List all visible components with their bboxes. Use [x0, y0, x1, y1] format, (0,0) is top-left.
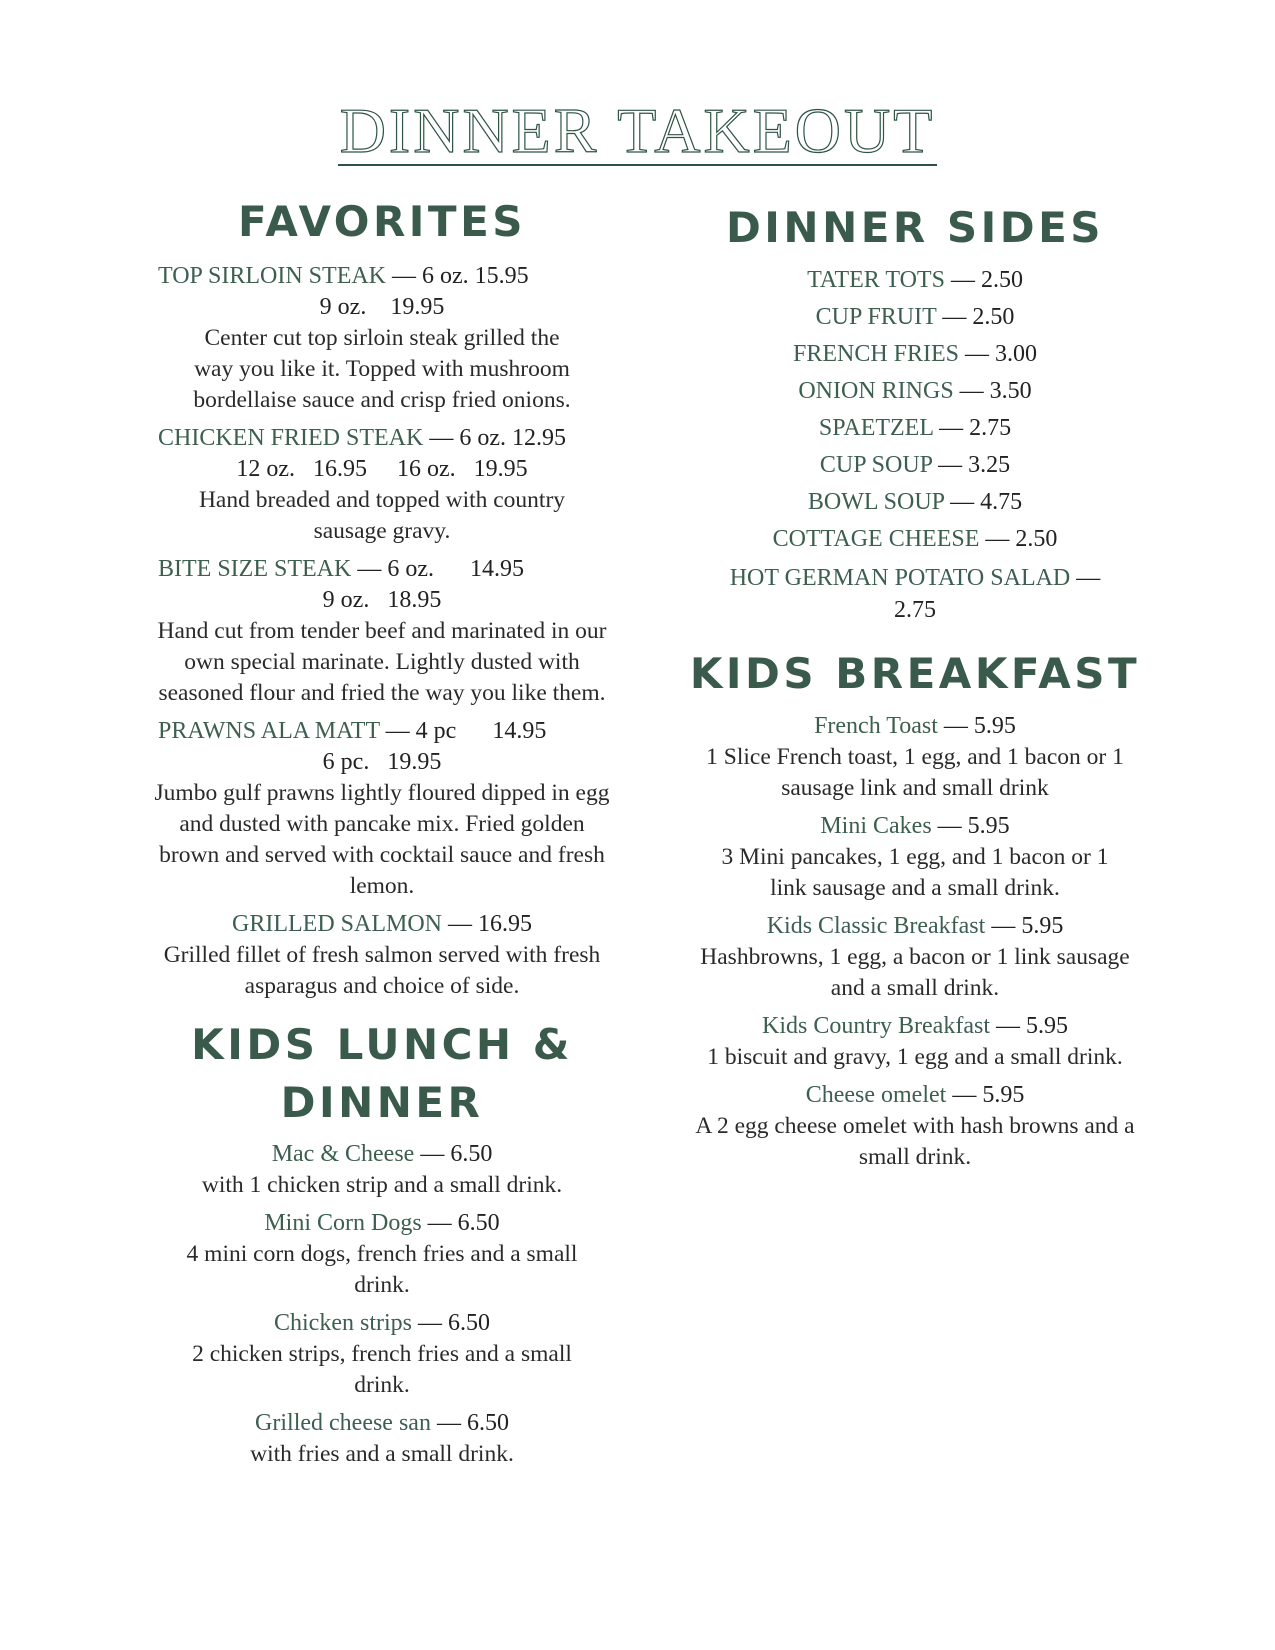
side-name: TATER TOTS [807, 267, 945, 293]
left-column [148, 192, 616, 1476]
menu-item [148, 1207, 616, 1301]
side-item [680, 484, 1150, 521]
menu-item [680, 910, 1150, 1004]
item-price: — 5.95 [952, 1082, 1025, 1108]
item-description: Center cut top sirloin steak grilled the way you like it. Topped with mushroom bordellaise sauce and crisp fried onions. [193, 325, 571, 413]
menu-title-wrapper [0, 95, 1275, 166]
menu-item [148, 422, 616, 547]
side-name: BOWL SOUP [807, 489, 945, 515]
item-price: — 6.50 [418, 1310, 490, 1336]
item-price: — 5.95 [937, 813, 1010, 839]
menu-item [148, 1138, 616, 1201]
item-price: — 5.95 [995, 1013, 1068, 1039]
item-description: Jumbo gulf prawns lightly floured dipped in egg and dusted with pancake mix. Fried golden brown and served with cocktail sauce and fresh lemon. [154, 780, 610, 899]
side-price: — 2.50 [950, 267, 1023, 293]
item-name: Grilled cheese san [255, 1410, 431, 1436]
item-name: Chicken strips [274, 1310, 412, 1336]
item-description: Hashbrowns, 1 egg, a bacon or 1 link sausage and a small drink. [700, 944, 1130, 1001]
kids-breakfast-heading: KIDS BREAKFAST [689, 649, 1141, 698]
side-item [680, 410, 1150, 447]
menu-item [680, 710, 1150, 804]
item-description: with fries and a small drink. [250, 1441, 514, 1467]
menu-item [148, 553, 616, 709]
side-name: FRENCH FRIES [792, 341, 960, 367]
side-name: CUP SOUP [819, 452, 933, 478]
side-item [680, 521, 1150, 558]
item-description: 3 Mini pancakes, 1 egg, and 1 bacon or 1 link sausage and a small drink. [721, 844, 1109, 901]
menu-item [148, 260, 616, 416]
item-price: — 6 oz. 14.95 [357, 556, 524, 582]
side-price: — 2.75 [939, 415, 1012, 441]
menu-item [680, 1079, 1150, 1173]
side-name: CUP FRUIT [815, 304, 937, 330]
side-price: — 2.50 [985, 526, 1058, 552]
item-price: — 6.50 [420, 1141, 493, 1167]
item-description: Hand cut from tender beef and marinated in our own special marinate. Lightly dusted with seasoned flour and fried the way you like them. [157, 618, 607, 706]
menu-item [148, 1407, 616, 1470]
menu-item [148, 908, 616, 1002]
side-name: SPAETZEL [818, 415, 934, 441]
side-item [680, 336, 1150, 373]
side-item [680, 558, 1150, 626]
side-price: — 4.75 [950, 489, 1023, 515]
menu-title: DINNER TAKEOUT [339, 95, 936, 166]
item-description: 1 Slice French toast, 1 egg, and 1 bacon or 1 sausage link and small drink [706, 744, 1124, 801]
side-price: — 3.25 [938, 452, 1011, 478]
right-column [680, 198, 1150, 1179]
favorites-heading: FAVORITES [237, 197, 527, 246]
item-name: Kids Classic Breakfast [766, 913, 986, 939]
side-price: — 3.50 [959, 378, 1032, 404]
item-name: Mac & Cheese [271, 1141, 415, 1167]
item-price: — 5.95 [991, 913, 1064, 939]
item-sizes: 6 pc. 19.95 [322, 749, 442, 775]
item-name: Mini Cakes [820, 813, 932, 839]
dinner-sides-heading: DINNER SIDES [725, 203, 1105, 252]
item-name: BITE SIZE STEAK [158, 556, 352, 582]
item-price: — 6 oz. 12.95 [429, 425, 566, 451]
item-description: with 1 chicken strip and a small drink. [201, 1172, 563, 1198]
item-description: 4 mini corn dogs, french fries and a small drink. [186, 1241, 578, 1298]
side-name: ONION RINGS [798, 378, 954, 404]
side-item [680, 447, 1150, 484]
item-name: CHICKEN FRIED STEAK [158, 425, 424, 451]
item-name: TOP SIRLOIN STEAK [158, 263, 387, 289]
side-price: — 2.50 [942, 304, 1015, 330]
side-price-wrap: 2.75 [894, 597, 936, 623]
item-price: — 5.95 [943, 713, 1016, 739]
item-sizes: 9 oz. 19.95 [319, 294, 445, 320]
item-description: 1 biscuit and gravy, 1 egg and a small drink. [707, 1044, 1123, 1070]
menu-item [680, 1010, 1150, 1073]
side-item [680, 373, 1150, 410]
item-price: — 6 oz. 15.95 [392, 263, 529, 289]
side-item [680, 299, 1150, 336]
item-price: — 6.50 [427, 1210, 500, 1236]
item-price: — 16.95 [448, 911, 532, 937]
item-description: Grilled fillet of fresh salmon served with fresh asparagus and choice of side. [163, 942, 601, 999]
item-sizes: 12 oz. 16.95 16 oz. 19.95 [236, 456, 528, 482]
side-name: HOT GERMAN POTATO SALAD [729, 565, 1071, 591]
item-name: GRILLED SALMON [232, 911, 442, 937]
side-name: COTTAGE CHEESE [772, 526, 980, 552]
item-name: PRAWNS ALA MATT [158, 718, 380, 744]
side-price: — 3.00 [965, 341, 1038, 367]
menu-item [148, 1307, 616, 1401]
item-name: Mini Corn Dogs [264, 1210, 422, 1236]
item-description: A 2 egg cheese omelet with hash browns and a small drink. [695, 1113, 1135, 1170]
item-sizes: 9 oz. 18.95 [322, 587, 442, 613]
item-name: Cheese omelet [805, 1082, 947, 1108]
item-description: 2 chicken strips, french fries and a small drink. [192, 1341, 572, 1398]
item-name: Kids Country Breakfast [762, 1013, 990, 1039]
kids-lunch-heading: KIDS LUNCH & DINNER [191, 1020, 573, 1127]
item-price: — 4 pc 14.95 [385, 718, 547, 744]
item-price: — 6.50 [436, 1410, 509, 1436]
item-name: French Toast [814, 713, 938, 739]
item-description: Hand breaded and topped with country sausage gravy. [198, 487, 566, 544]
side-item [680, 262, 1150, 299]
menu-item [680, 810, 1150, 904]
side-price: — [1076, 565, 1101, 591]
menu-item [148, 715, 616, 902]
